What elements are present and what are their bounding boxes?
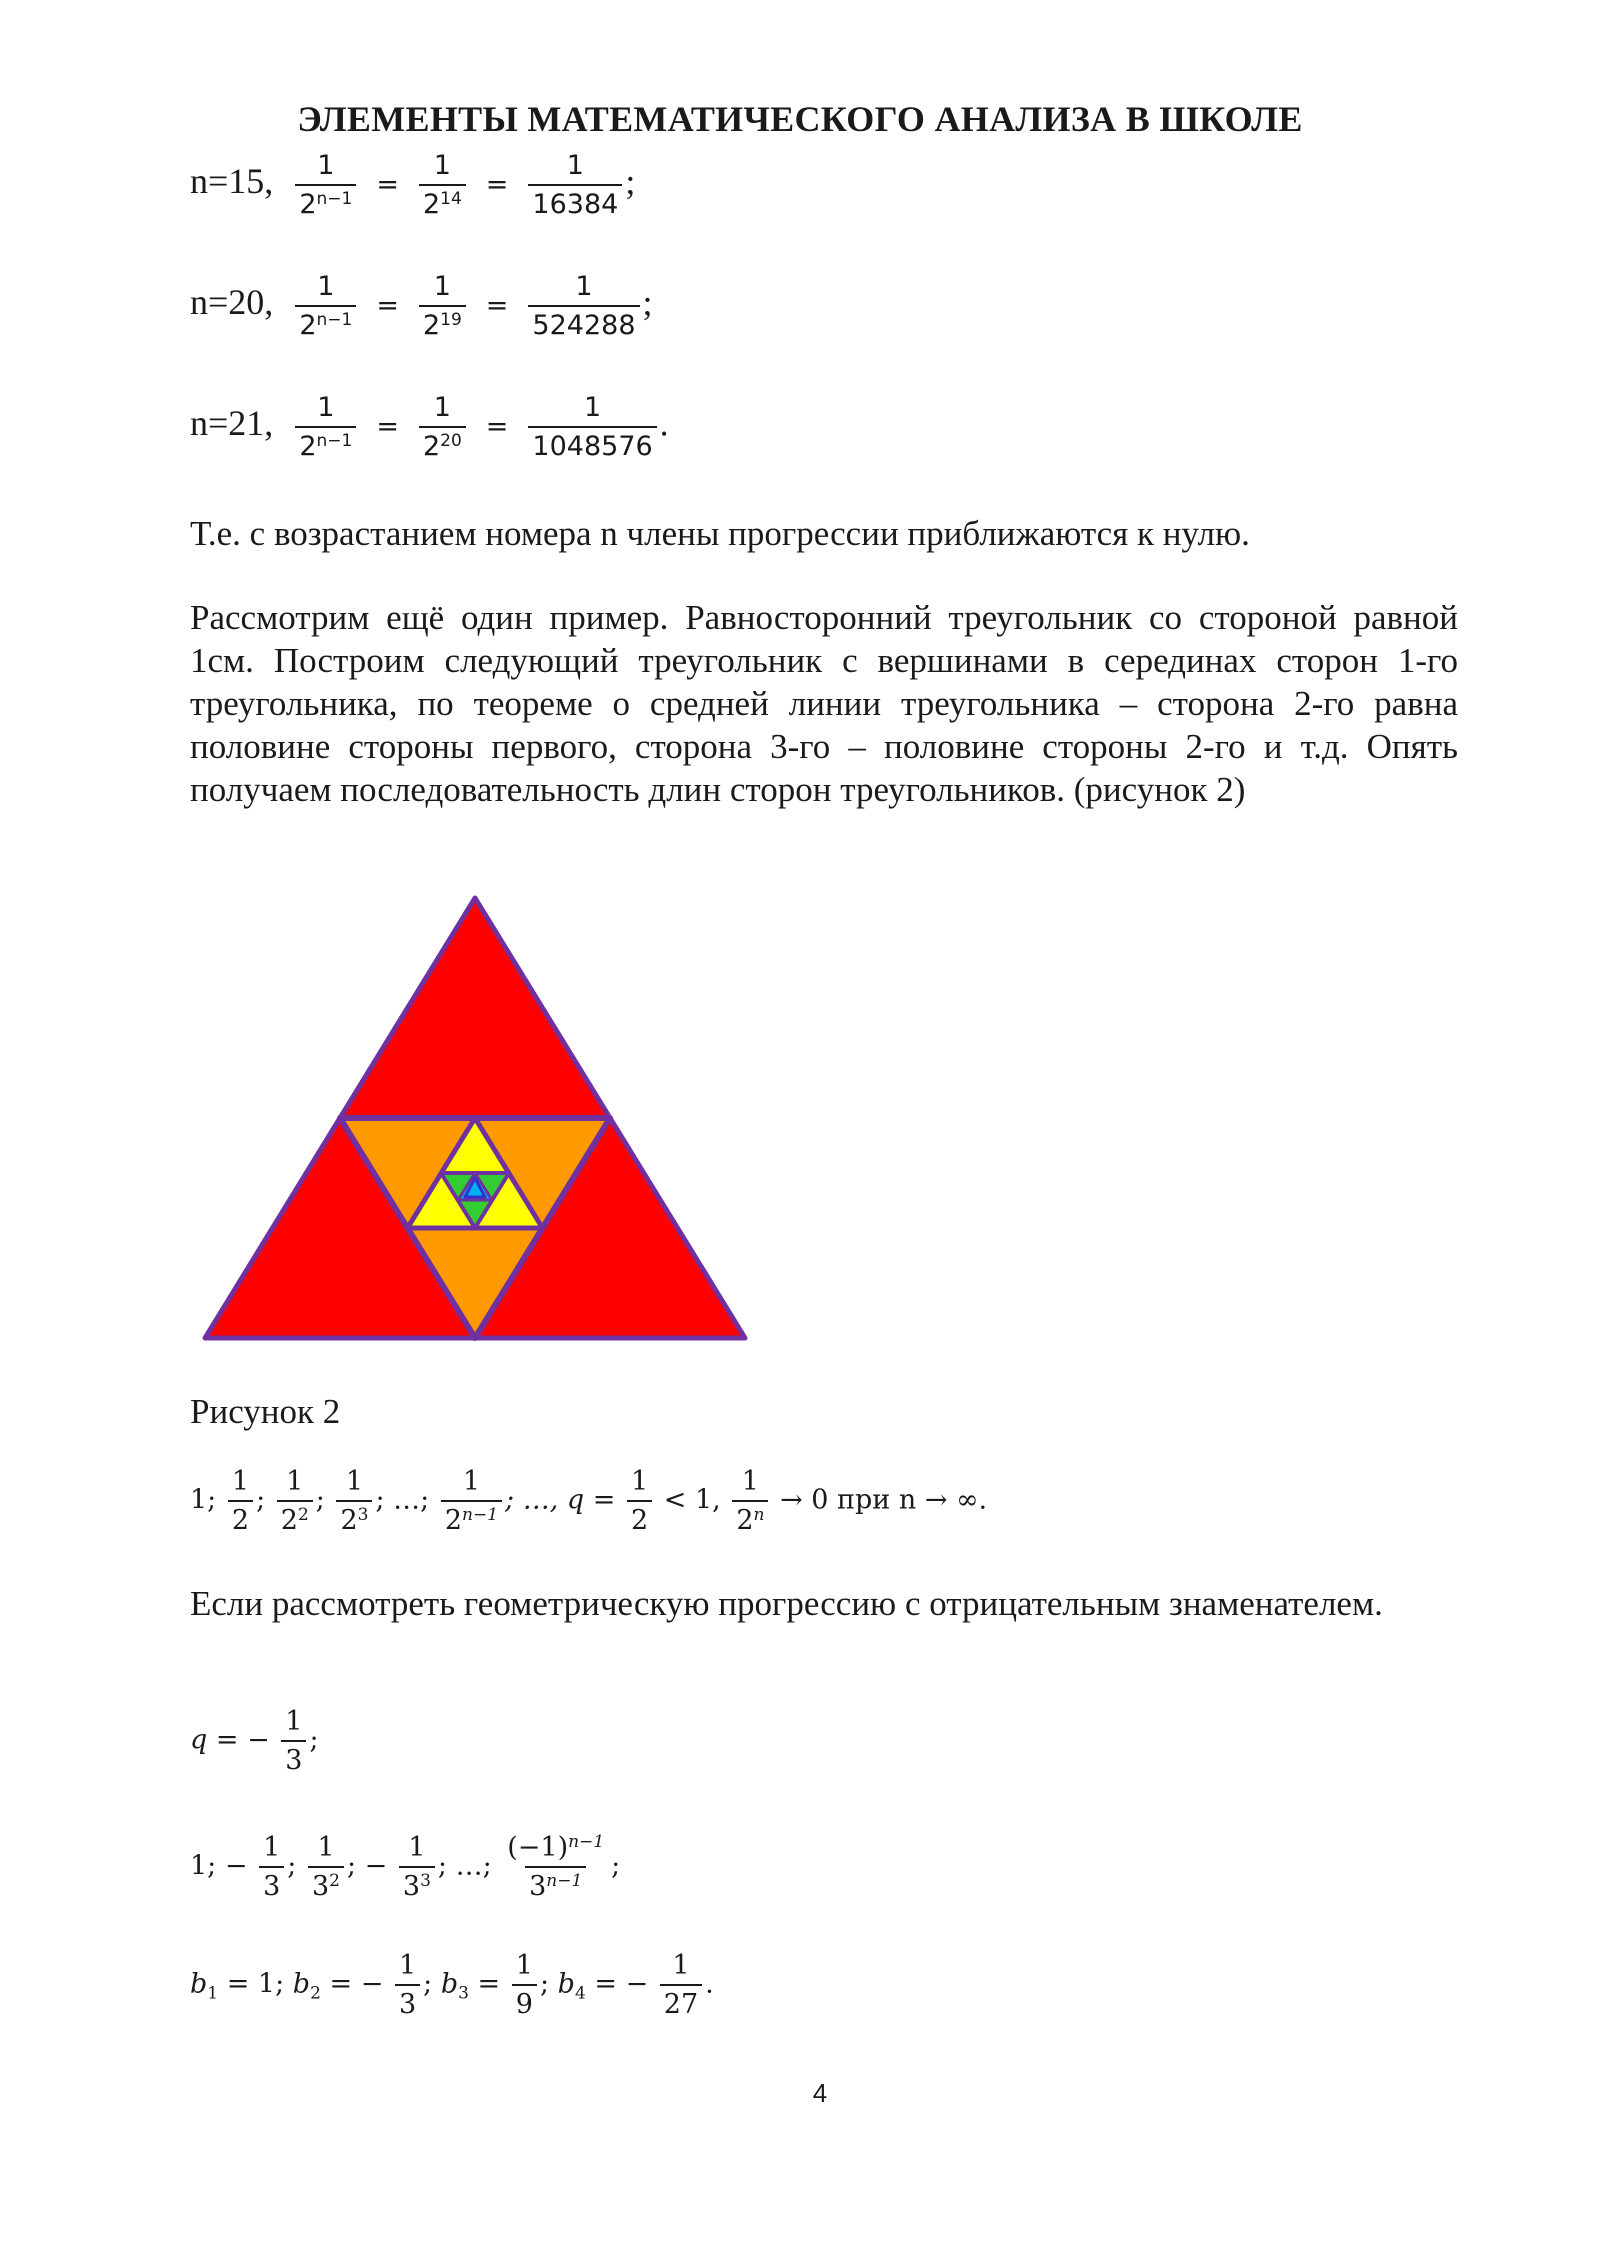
paragraph-negative-ratio: Если рассмотреть геометрическую прогрессию с отрицательным знаменателем. — [190, 1584, 1383, 1623]
fraction: $\frac{1}{2^{20}}$ — [419, 392, 466, 462]
fraction: $\frac{1}{2}$ — [627, 1466, 652, 1536]
equals-sign: = — [485, 290, 509, 322]
sequence-halves: 1; $\frac{1}{2}$ ; $\frac{1}{2^2}$ ; $\frac{1}{2^3}$ ; …; $\frac{1}{2^{n-1}}$ ; …, q = $\frac{1}{2}$ < 1, $\frac{1}{2^n}$ → 0 при n → ∞. — [190, 1466, 988, 1537]
fraction: $\frac{1}{524288}$ — [528, 271, 639, 341]
fraction: $\frac{1}{3}$ — [259, 1832, 284, 1902]
example-n21: n=21, $\frac{1}{2^{n-1}}$ = $\frac{1}{2^{20}}$ = $\frac{1}{1048576}$ . — [190, 392, 669, 463]
page-number: 4 — [812, 2078, 828, 2108]
example-label: n=21, — [190, 403, 274, 444]
fraction: $\frac{1}{3}$ — [395, 1950, 420, 2020]
nested-triangles-figure — [200, 888, 760, 1348]
page-title: ЭЛЕМЕНТЫ МАТЕМАТИЧЕСКОГО АНАЛИЗА В ШКОЛЕ — [297, 99, 1303, 139]
equals-sign: = — [485, 169, 509, 201]
fraction: $\frac{1}{1048576}$ — [528, 392, 656, 462]
example-label: n=20, — [190, 282, 274, 323]
terms-b1-b4: $b_1 = 1$; $b_2$ = − $\frac{1}{3}$ ; $b_3$ = $\frac{1}{9}$ ; $b_4$ = − $\frac{1}{27}$ . — [190, 1950, 714, 2021]
fraction: $\frac{1}{9}$ — [512, 1950, 537, 2020]
fraction: $\frac{1}{2^n}$ — [732, 1466, 768, 1536]
sequence-negative-thirds: 1; − $\frac{1}{3}$ ; $\frac{1}{3^2}$ ; − $\frac{1}{3^3}$ ; …; $\frac{(-1)^{n-1}}{3^{n-1}}$ ; — [190, 1832, 621, 1903]
fraction: $\frac{1}{2}$ — [228, 1466, 253, 1536]
fraction: $\frac{1}{2^{n-1}}$ — [441, 1466, 502, 1536]
fraction: $\frac{1}{2^{14}}$ — [419, 150, 466, 220]
equals-sign: = — [485, 411, 509, 443]
example-n15: n=15, $\frac{1}{2^{n-1}}$ = $\frac{1}{2^{14}}$ = $\frac{1}{16384}$ ; — [190, 150, 636, 221]
example-n20: n=20, $\frac{1}{2^{n-1}}$ = $\frac{1}{2^{19}}$ = $\frac{1}{524288}$ ; — [190, 271, 653, 342]
figure-caption: Рисунок 2 — [190, 1392, 341, 1431]
equals-sign: = — [376, 290, 399, 322]
paragraph-triangle-example: Рассмотрим ещё один пример. Равносторонний треугольник со стороной равной 1см. Построим следующий треугольник с вершинами в серединах сторон 1-го треугольника, по теореме о средней линии треугольника – сторона 2-го равна половине стороны первого, сторона 3-го – половине стороны 2-го и т.д. Опять получаем последовательность длин сторон треугольников. (рисунок 2) — [190, 598, 1458, 809]
fraction: $\frac{1}{16384}$ — [528, 150, 622, 220]
equals-sign: = — [376, 411, 399, 443]
fraction: $\frac{1}{2^{n-1}}$ — [295, 271, 356, 341]
paragraph-limit-note: Т.е. с возрастанием номера n члены прогрессии приближаются к нулю. — [190, 514, 1250, 553]
fraction: $\frac{(-1)^{n-1}}{3^{n-1}}$ — [507, 1832, 605, 1903]
fraction: $\frac{1}{3^2}$ — [308, 1832, 344, 1902]
ratio-definition: q = − $\frac{1}{3}$ ; — [190, 1706, 319, 1777]
fraction: $\frac{1}{3^3}$ — [399, 1832, 435, 1902]
fraction: $\frac{1}{2^3}$ — [336, 1466, 372, 1536]
fraction: $\frac{1}{2^{n-1}}$ — [295, 150, 356, 220]
fraction: $\frac{1}{27}$ — [660, 1950, 702, 2020]
fraction: $\frac{1}{2^{19}}$ — [419, 271, 466, 341]
fraction: $\frac{1}{2^2}$ — [277, 1466, 313, 1536]
fraction: $\frac{1}{3}$ — [281, 1706, 306, 1776]
example-label: n=15, — [190, 161, 274, 202]
fraction: $\frac{1}{2^{n-1}}$ — [295, 392, 356, 462]
equals-sign: = — [376, 169, 399, 201]
